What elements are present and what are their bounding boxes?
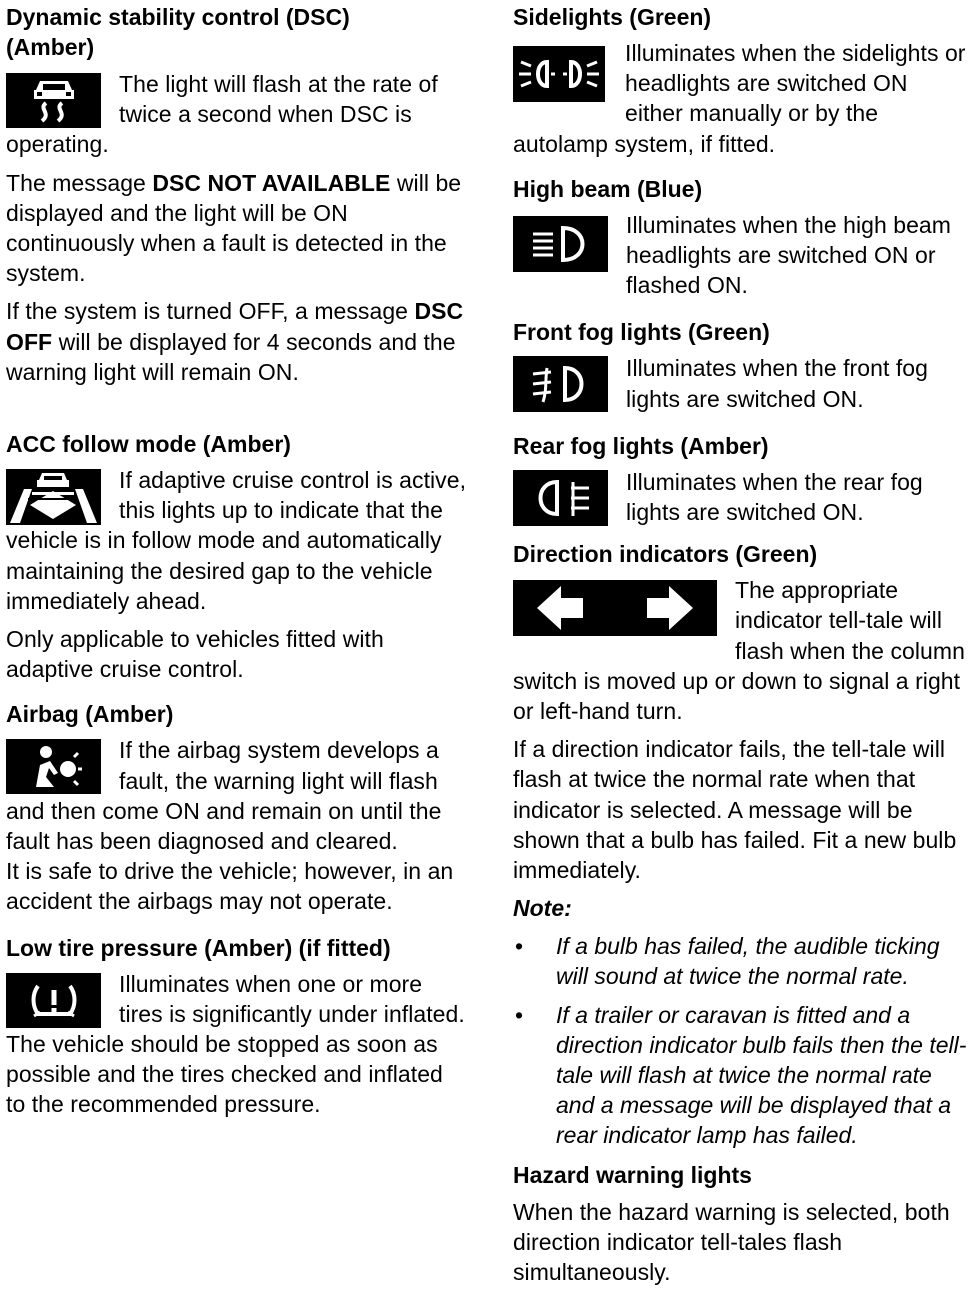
dsc-text-3: If the system is turned OFF, a message DSC OFF will be displayed for 4 seconds and the warning light will remain ON.: [6, 298, 464, 385]
sidelights-section: [513, 2, 967, 159]
airbag-title: Airbag (Amber): [6, 701, 174, 728]
acc-section: [6, 429, 468, 684]
airbag-text-2: It is safe to drive the vehicle; however, in an accident the airbags may not operate.: [6, 858, 454, 915]
highbeam-section: [513, 159, 967, 301]
hazard-text: When the hazard warning is selected, both direction indicator tell-tales flash simultaneously.: [513, 1198, 950, 1286]
airbag-text-1: If the airbag system develops a fault, the warning light will flash and then come ON and remain on until the fault has been diagnosed and cleared.: [6, 737, 442, 855]
tire-section: [6, 933, 468, 1120]
note-list: [513, 931, 967, 1150]
dsc-text-2: The message DSC NOT AVAILABLE will be displayed and the light will be ON continuously when a fault is detected in the system.: [6, 169, 462, 287]
dsc-title-line1: Dynamic stability control (DSC): [6, 4, 350, 30]
note-item: • If a trailer or caravan is fitted and a direction indicator bulb fails then the tell-tale will flash at twice the normal rate and a message will be displayed that a rear indicator lamp has failed.: [515, 1001, 967, 1149]
dsc-off-text: DSC OFF: [6, 298, 464, 355]
highbeam-text: Illuminates when the high beam headlights are switched ON or flashed ON.: [626, 211, 951, 299]
tire-pressure-icon: [6, 973, 101, 1028]
dsc-title-line2: (Amber): [6, 34, 95, 60]
rearfog-text: Illuminates when the rear fog lights are switched ON.: [626, 468, 923, 526]
sidelights-icon: [513, 46, 605, 102]
direction-arrows-icon: [513, 580, 717, 636]
frontfog-section: [513, 300, 967, 413]
left-column: [6, 0, 468, 1120]
dsc-section: [6, 2, 468, 387]
tire-title: Low tire pressure (Amber) (if fitted): [6, 934, 391, 961]
sidelights-text: Illuminates when the sidelights or headlights are switched ON either manually or by the autolamp system, if fitted.: [513, 40, 966, 157]
airbag-section: [6, 699, 468, 916]
rearfog-section: [513, 414, 967, 527]
note-item: • If a bulb has failed, the audible ticking will sound at twice the normal rate.: [515, 933, 940, 990]
hazard-title: Hazard warning lights: [513, 1161, 752, 1188]
highbeam-title: High beam (Blue): [513, 175, 703, 202]
sidelights-title: Sidelights (Green): [513, 4, 712, 30]
hazard-section: [513, 1160, 967, 1288]
dsc-text-1: The light will flash at the rate of twice a second when DSC is operating.: [6, 71, 438, 158]
direction-title: Direction indicators (Green): [513, 541, 818, 568]
rearfog-title: Rear fog lights (Amber): [513, 432, 769, 459]
tire-text-1: Illuminates when one or more tires is significantly under inflated. The vehicle should be stopped as soon as possible and the tires checked and inflated to the recommended pressure.: [6, 970, 465, 1118]
bullet-dot: •: [515, 933, 524, 960]
note-title: Note:: [513, 895, 572, 922]
rear-fog-icon: [513, 470, 608, 526]
frontfog-text: Illuminates when the front fog lights are switched ON.: [626, 355, 928, 412]
front-fog-icon: [513, 356, 608, 412]
follow-mode-car-icon: [6, 469, 101, 525]
right-column: [513, 0, 967, 1287]
frontfog-title: Front fog lights (Green): [513, 319, 770, 346]
acc-text-1: If adaptive cruise control is active, this lights up to indicate that the vehicle is in follow mode and automatically maintaining the desired gap to the vehicle immediately ahead.: [6, 467, 467, 614]
right-arrow-icon: [645, 584, 695, 632]
left-arrow-icon: [535, 584, 585, 632]
dsc-not-available-text: DSC NOT AVAILABLE: [152, 169, 391, 196]
airbag-icon: [6, 739, 101, 794]
bullet-dot: •: [515, 1001, 524, 1028]
skid-car-icon: [6, 73, 101, 128]
high-beam-icon: [513, 216, 608, 272]
acc-text-2: Only applicable to vehicles fitted with adaptive cruise control.: [6, 626, 384, 683]
direction-text-2: If a direction indicator fails, the tell-tale will flash at twice the normal rate when that indicator is selected. A message will be shown that a bulb has failed. Fit a new bulb immediately.: [513, 736, 957, 884]
direction-text-1: The appropriate indicator tell-tale will flash when the column switch is moved up or down to signal a right or left-hand turn.: [513, 577, 965, 725]
direction-section: [513, 527, 967, 1150]
acc-title: ACC follow mode (Amber): [6, 431, 291, 458]
